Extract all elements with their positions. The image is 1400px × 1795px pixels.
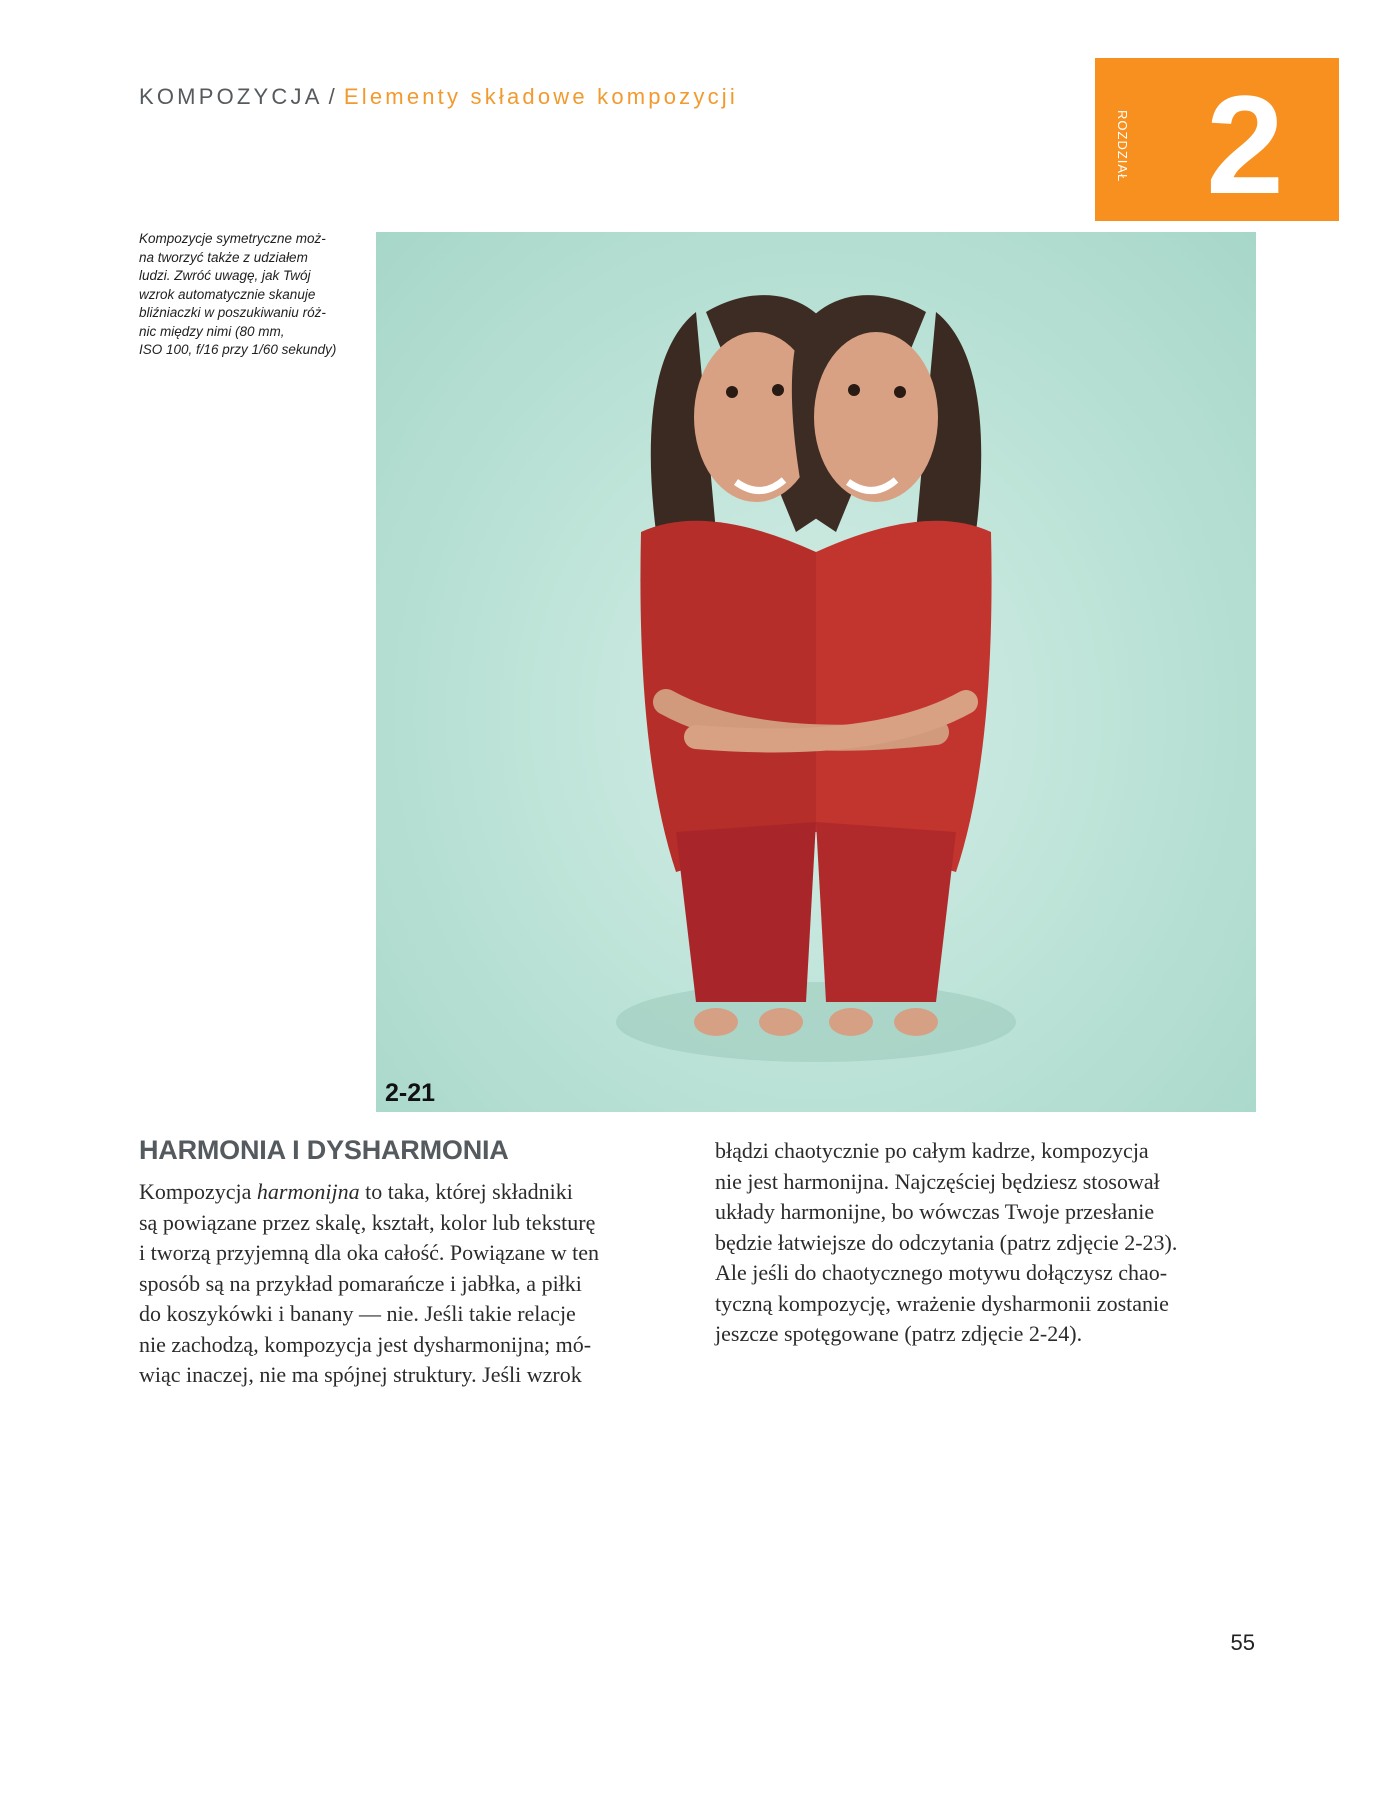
running-header <box>139 84 738 110</box>
figure-number: 2-21 <box>385 1079 436 1107</box>
caption-line: ludzi. Zwróć uwagę, jak Twój <box>139 268 311 283</box>
body-line: układy harmonijne, bo wówczas Twoje przesłanie <box>715 1199 1155 1224</box>
body-line: nie jest harmonijna. Najczęściej będziesz stosował <box>715 1168 1160 1194</box>
caption-line: Kompozycje symetryczne moż- <box>139 231 326 246</box>
header-subtitle: Elementy składowe kompozycji <box>343 84 738 109</box>
right-twin <box>792 295 992 1036</box>
figure-caption <box>139 230 361 360</box>
header-part: KOMPOZYCJA <box>139 84 323 109</box>
twins-photo <box>376 232 1256 1112</box>
body-text: Kompozycja <box>139 1179 257 1204</box>
body-column-right <box>715 1136 1260 1350</box>
body-line: są powiązane przez skalę, kształt, kolor lub teksturę <box>139 1209 596 1235</box>
caption-line: bliźniaczki w poszukiwaniu róż- <box>139 305 326 320</box>
caption-line: ISO 100, f/16 przy 1/60 sekundy) <box>139 342 337 357</box>
body-line: i tworzą przyjemną dla oka całość. Powiązane w ten <box>139 1240 599 1265</box>
caption-line: na tworzyć także z udziałem <box>139 249 308 265</box>
caption-line: nic między nimi (80 mm, <box>139 323 285 339</box>
header-separator: / <box>328 84 338 109</box>
body-line: błądzi chaotycznie po całym kadrze, kompozycja <box>715 1138 1149 1163</box>
body-line <box>139 1177 684 1208</box>
body-line: tyczną kompozycję, wrażenie dysharmonii zostanie <box>715 1290 1169 1316</box>
body-line: Ale jeśli do chaotycznego motywu dołączysz chao- <box>715 1260 1168 1285</box>
section-heading: HARMONIA I DYSHARMONIA <box>139 1135 509 1165</box>
body-column-left <box>139 1177 684 1391</box>
chapter-number: 2 <box>1206 66 1284 223</box>
body-line: będzie łatwiejsze do odczytania (patrz zdjęcie 2-23). <box>715 1229 1178 1255</box>
body-line: jeszcze spotęgowane (patrz zdjęcie 2-24). <box>715 1321 1083 1346</box>
chapter-label: ROZDZIAŁ <box>1115 110 1130 183</box>
caption-line: wzrok automatycznie skanuje <box>139 286 316 302</box>
body-line: nie zachodzą, kompozycja jest dysharmonijna; mó- <box>139 1331 592 1357</box>
page-number: 55 <box>1230 1630 1255 1655</box>
body-text: to taka, której składniki <box>359 1179 573 1204</box>
body-line: sposób są na przykład pomarańcze i jabłka, a piłki <box>139 1270 582 1296</box>
body-line: do koszykówki i banany — nie. Jeśli takie relacje <box>139 1301 576 1326</box>
body-emphasis: harmonijna <box>256 1179 360 1204</box>
body-line: wiąc inaczej, nie ma spójnej struktury. Jeśli wzrok <box>139 1362 582 1387</box>
twins-illustration <box>376 232 1256 1112</box>
